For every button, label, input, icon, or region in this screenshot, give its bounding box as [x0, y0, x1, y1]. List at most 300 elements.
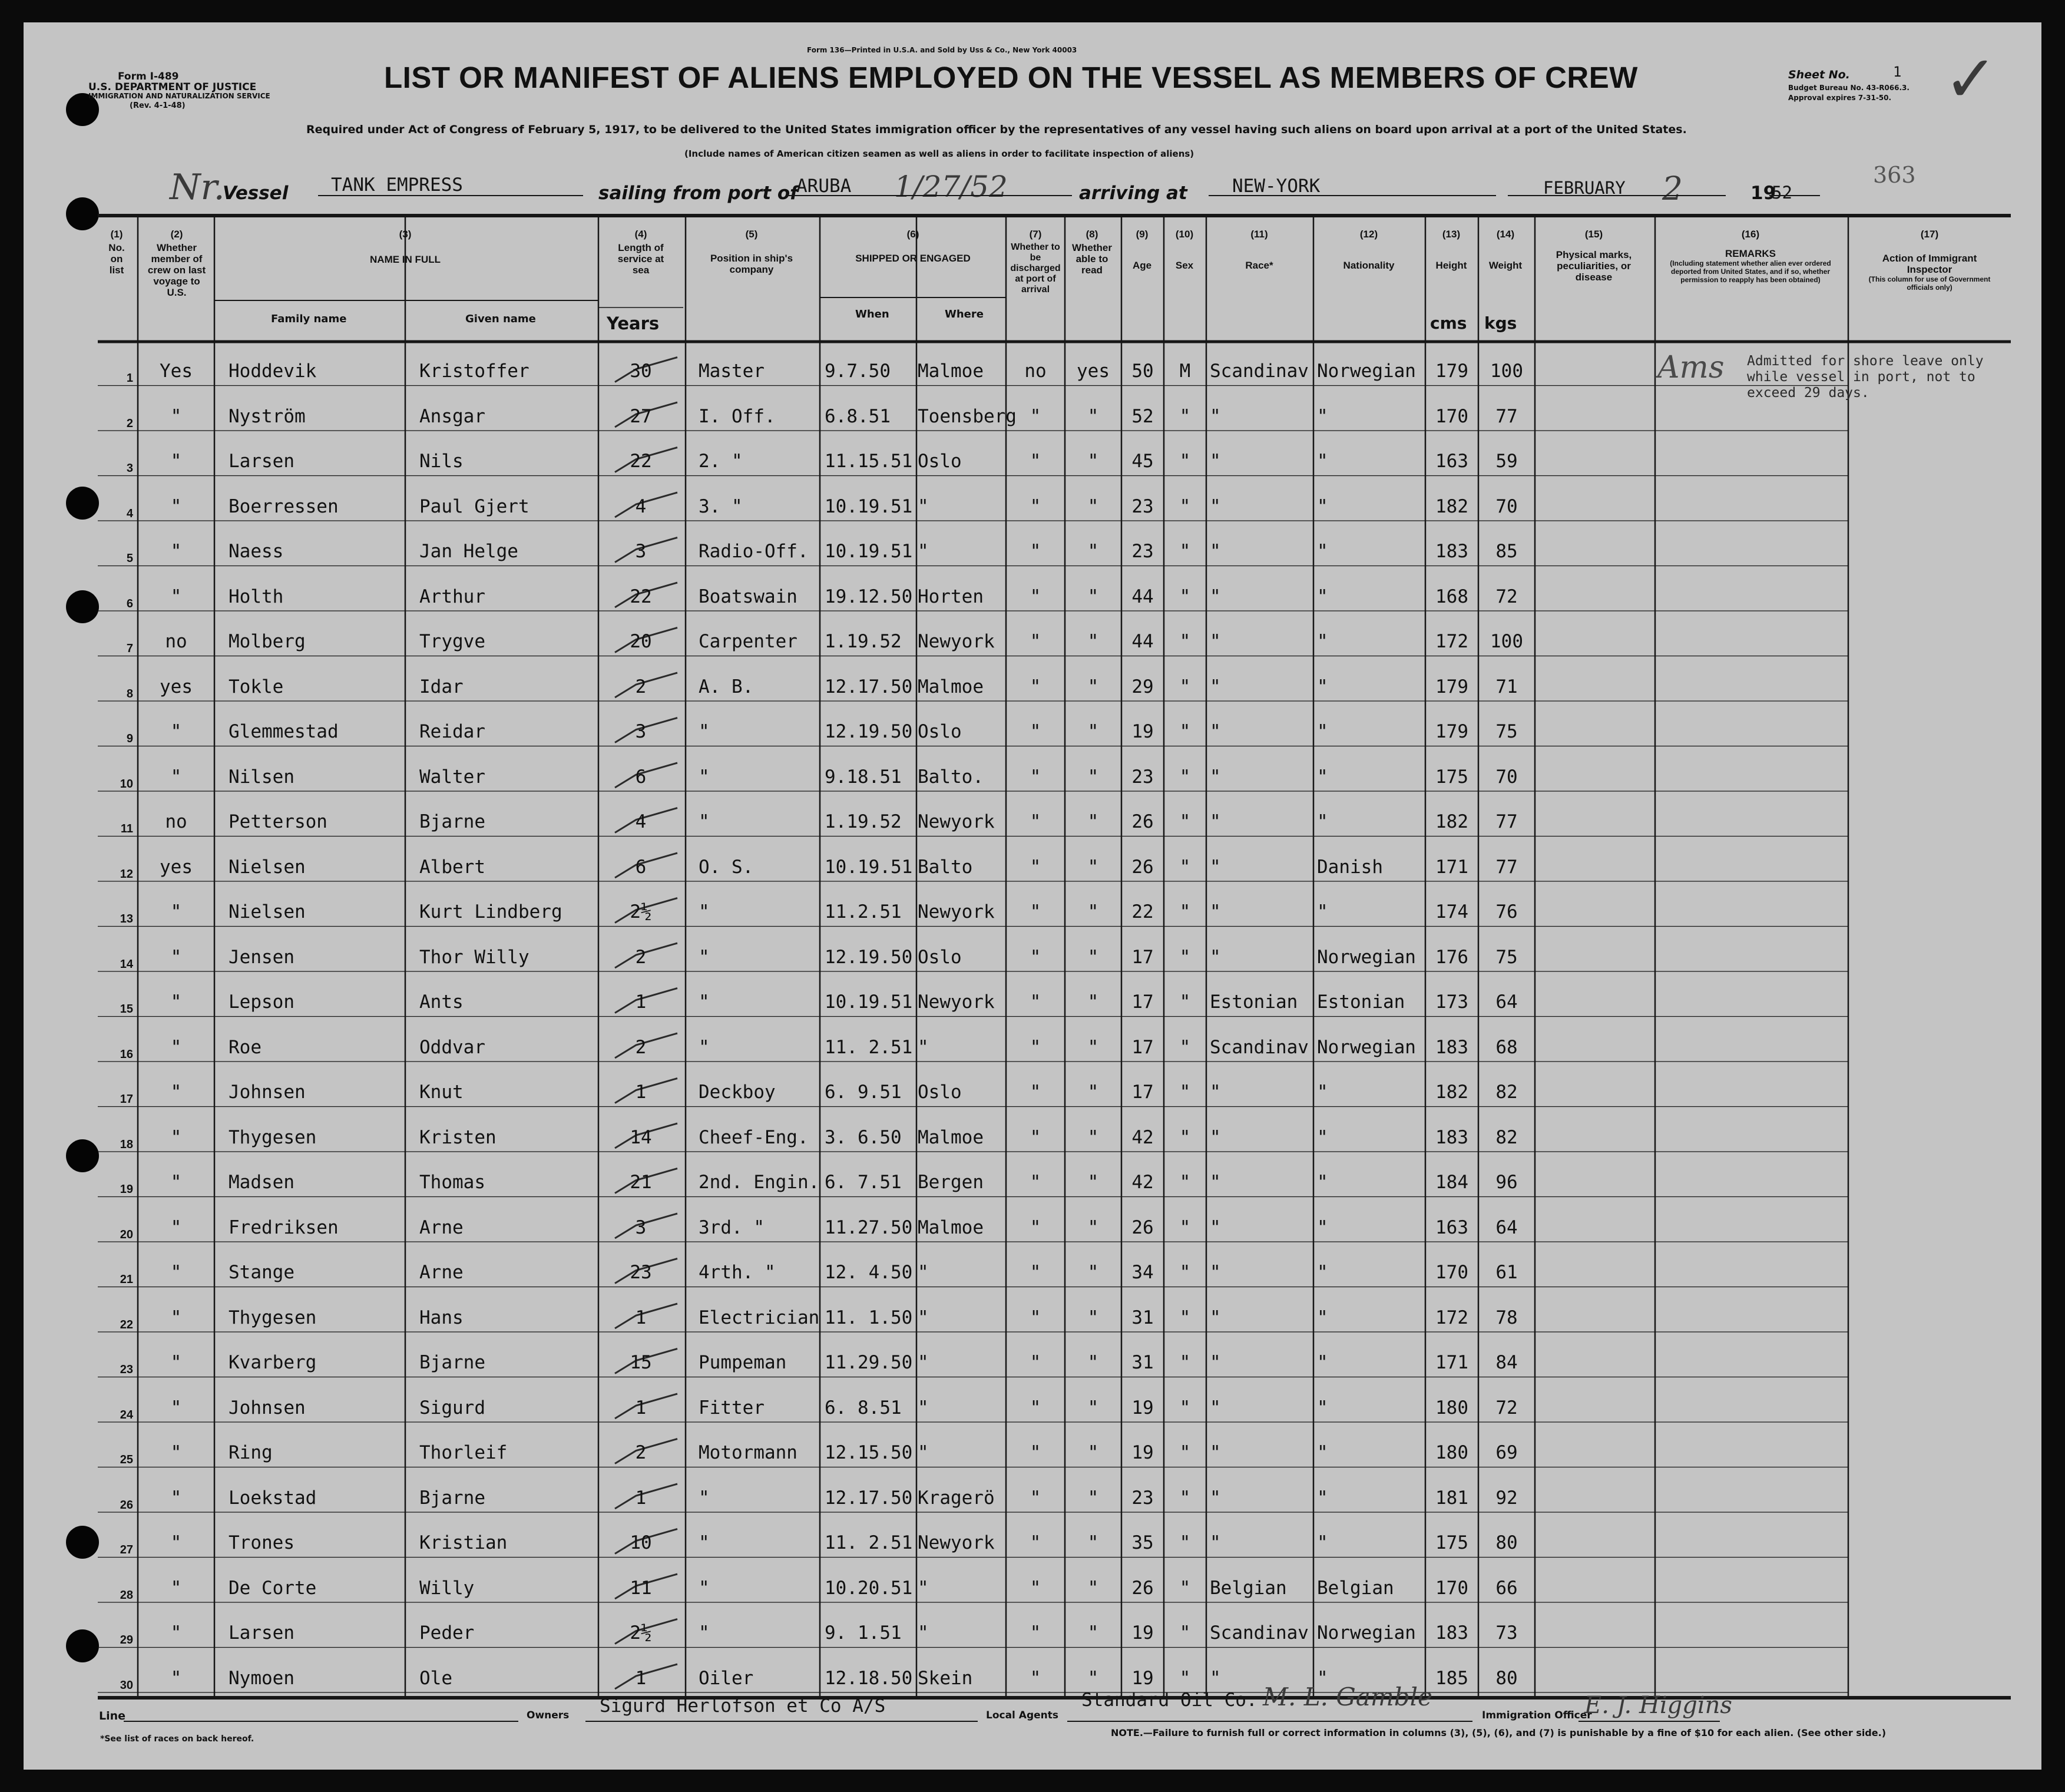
- cell-when: 11.15.51: [825, 451, 913, 472]
- cell-read: ": [1087, 1532, 1099, 1553]
- cell-disch: no: [1024, 361, 1047, 382]
- cell-read: ": [1087, 541, 1099, 562]
- cell-sex: M: [1179, 361, 1191, 382]
- cell-given: Ansgar: [419, 405, 485, 427]
- col-header-weight: [1478, 229, 1533, 271]
- row-number: 12: [120, 867, 133, 881]
- cell-given: Kurt Lindberg: [419, 901, 562, 923]
- cell-read: ": [1087, 1487, 1099, 1509]
- cell-position: Master: [699, 361, 765, 382]
- cell-read: ": [1087, 1442, 1099, 1463]
- col-label: Nationality: [1343, 260, 1395, 271]
- col-note: (Including statement whether alien ever ordered deported from United States, and if so, whether permission to reapply has been obtained): [1670, 259, 1831, 284]
- cell-height: 179: [1435, 361, 1468, 382]
- cell-given: Albert: [419, 856, 485, 878]
- col-number: (4): [634, 229, 647, 240]
- col-header-age: [1121, 229, 1163, 271]
- cell-nat: ": [1317, 405, 1328, 427]
- cell-years: 22: [630, 451, 652, 472]
- cell-disch: ": [1030, 1577, 1041, 1599]
- cell-height: 183: [1435, 1622, 1468, 1644]
- cell-years: 2½: [630, 901, 652, 923]
- sailing-label: sailing from port of: [598, 183, 798, 204]
- cell-where: ": [918, 1577, 929, 1599]
- row-number: 24: [120, 1408, 133, 1421]
- cell-position: Pumpeman: [699, 1352, 787, 1373]
- cell-when: 11.29.50: [825, 1352, 913, 1373]
- cell-race: ": [1210, 901, 1221, 923]
- cell-age: 23: [1131, 541, 1154, 562]
- row-number: 22: [120, 1318, 133, 1331]
- cell-given: Sigurd: [419, 1397, 485, 1419]
- cell-race: Scandinav: [1210, 1622, 1309, 1644]
- cell-position: Oiler: [699, 1667, 754, 1689]
- cell-weight: 66: [1495, 1577, 1518, 1599]
- port-of-arrival: NEW-YORK: [1232, 176, 1321, 197]
- cell-position: ": [699, 811, 710, 832]
- cell-race: ": [1210, 946, 1221, 968]
- cell-race: ": [1210, 1307, 1221, 1328]
- cell-read: ": [1087, 1036, 1099, 1058]
- cell-age: 29: [1131, 676, 1154, 697]
- cell-sex: ": [1179, 1262, 1191, 1283]
- cell-sex: ": [1179, 495, 1191, 517]
- vessel-label: Vessel: [223, 183, 289, 204]
- cell-family: Petterson: [229, 811, 327, 832]
- row-number: 2: [126, 416, 133, 430]
- col-header-discharged: [1007, 229, 1064, 295]
- cell-read: ": [1087, 586, 1099, 607]
- cell-position: Motormann: [699, 1442, 797, 1463]
- cell-where: Oslo: [918, 946, 962, 968]
- col-label: Height: [1435, 260, 1467, 271]
- cell-race: ": [1210, 1532, 1221, 1553]
- stamp-number: 363: [1873, 162, 1916, 188]
- cell-when: 6. 7.51: [825, 1172, 902, 1193]
- cell-height: 180: [1435, 1397, 1468, 1419]
- cell-family: Roe: [229, 1036, 262, 1058]
- cell-disch: ": [1030, 1442, 1041, 1463]
- revision-line: (Rev. 4-1-48): [130, 101, 186, 110]
- cell-read: ": [1087, 811, 1099, 832]
- cell-position: O. S.: [699, 856, 754, 878]
- cell-where: Balto: [918, 856, 973, 878]
- cell-prev: ": [170, 721, 182, 742]
- penalty-note: NOTE.—Failure to furnish full or correct information in columns (3), (5), (6), and (7) is punishable by a fine of $10 for each alien. (See other side.): [1111, 1727, 1886, 1738]
- cell-years: 1: [635, 1487, 647, 1509]
- department-line: U.S. DEPARTMENT OF JUSTICE: [88, 81, 257, 93]
- cell-disch: ": [1030, 1397, 1041, 1419]
- row-number: 27: [120, 1543, 133, 1556]
- cell-height: 181: [1435, 1487, 1468, 1509]
- cell-weight: 70: [1495, 766, 1518, 788]
- cell-where: Malmoe: [918, 361, 984, 382]
- cell-nat: ": [1317, 1442, 1328, 1463]
- cell-position: Electrician: [699, 1307, 820, 1328]
- cell-prev: yes: [160, 676, 193, 697]
- cell-nat: ": [1317, 1352, 1328, 1373]
- cell-height: 175: [1435, 766, 1468, 788]
- sub-header-given: Given name: [465, 313, 536, 325]
- cell-prev: ": [170, 1082, 182, 1103]
- cell-when: 11.27.50: [825, 1216, 913, 1238]
- cell-prev: ": [170, 1036, 182, 1058]
- cell-family: Glemmestad: [229, 721, 339, 742]
- cell-disch: ": [1030, 946, 1041, 968]
- cell-position: 2nd. Engin.: [699, 1172, 820, 1193]
- cell-age: 34: [1131, 1262, 1154, 1283]
- year-suffix: 52: [1772, 183, 1792, 203]
- cell-prev: ": [170, 1307, 182, 1328]
- cell-nat: ": [1317, 1487, 1328, 1509]
- cell-family: Thygesen: [229, 1307, 317, 1328]
- cell-position: ": [699, 766, 710, 788]
- cell-family: Nymoen: [229, 1667, 294, 1689]
- cell-sex: ": [1179, 676, 1191, 697]
- row-number: 30: [120, 1678, 133, 1692]
- cell-position: ": [699, 1622, 710, 1644]
- cell-nat: ": [1317, 676, 1328, 697]
- cell-nat: ": [1317, 1262, 1328, 1283]
- cell-weight: 84: [1495, 1352, 1518, 1373]
- col-number: (1): [110, 229, 123, 240]
- cell-nat: ": [1317, 811, 1328, 832]
- cell-height: 175: [1435, 1532, 1468, 1553]
- cell-weight: 80: [1495, 1532, 1518, 1553]
- cell-given: Arthur: [419, 586, 485, 607]
- cell-height: 182: [1435, 1082, 1468, 1103]
- col-header-position: [686, 229, 818, 275]
- cell-when: 12. 4.50: [825, 1262, 913, 1283]
- printer-line: Form 136—Printed in U.S.A. and Sold by Uss & Co., New York 40003: [807, 46, 1077, 54]
- cell-when: 11. 2.51: [825, 1036, 913, 1058]
- row-number: 6: [126, 597, 133, 610]
- cell-family: Naess: [229, 541, 284, 562]
- col-number: (8): [1086, 229, 1098, 240]
- cell-height: 171: [1435, 856, 1468, 878]
- cell-weight: 75: [1495, 721, 1518, 742]
- col-number: (16): [1741, 229, 1760, 240]
- cell-race: ": [1210, 1397, 1221, 1419]
- cell-read: ": [1087, 1262, 1099, 1283]
- cell-disch: ": [1030, 405, 1041, 427]
- cell-when: 9.18.51: [825, 766, 902, 788]
- cell-age: 26: [1131, 1577, 1154, 1599]
- cell-when: 10.19.51: [825, 541, 913, 562]
- cell-where: Oslo: [918, 451, 962, 472]
- col-number: (11): [1250, 229, 1268, 240]
- cell-sex: ": [1179, 1172, 1191, 1193]
- cell-disch: ": [1030, 495, 1041, 517]
- col-label: Weight: [1488, 260, 1523, 271]
- cell-nat: Norwegian: [1317, 1036, 1416, 1058]
- cell-disch: ": [1030, 631, 1041, 652]
- required-line: Required under Act of Congress of February 5, 1917, to be delivered to the United States immigration officer by the representatives of any vessel having such aliens on board upon arrival at a port of the United States.: [306, 123, 1687, 136]
- cell-given: Bjarne: [419, 1352, 485, 1373]
- cell-years: 4: [635, 495, 647, 517]
- row-number: 14: [120, 957, 133, 971]
- cell-prev: ": [170, 495, 182, 517]
- cell-height: 163: [1435, 451, 1468, 472]
- cell-when: 3. 6.50: [825, 1126, 902, 1148]
- cell-prev: no: [165, 631, 187, 652]
- cell-disch: ": [1030, 541, 1041, 562]
- cell-nat: Danish: [1317, 856, 1383, 878]
- cell-prev: ": [170, 901, 182, 923]
- cell-position: I. Off.: [699, 405, 776, 427]
- cell-where: Oslo: [918, 1082, 962, 1103]
- cell-age: 26: [1131, 811, 1154, 832]
- col-label: SHIPPED OR ENGAGED: [855, 253, 971, 264]
- cell-when: 12.15.50: [825, 1442, 913, 1463]
- service-line: IMMIGRATION AND NATURALIZATION SERVICE: [88, 92, 270, 100]
- cell-read: ": [1087, 1172, 1099, 1193]
- cell-sex: ": [1179, 991, 1191, 1013]
- cell-where: ": [918, 1307, 929, 1328]
- cell-years: 10: [630, 1532, 652, 1553]
- cell-nat: ": [1317, 451, 1328, 472]
- sub-header-family: Family name: [271, 313, 347, 325]
- cell-nat: ": [1317, 586, 1328, 607]
- cell-where: Malmoe: [918, 1126, 984, 1148]
- cell-position: 3rd. ": [699, 1216, 765, 1238]
- cell-sex: ": [1179, 946, 1191, 968]
- cell-family: Lepson: [229, 991, 294, 1013]
- cell-weight: 82: [1495, 1126, 1518, 1148]
- col-header-race: [1206, 229, 1312, 271]
- col-header-sex: [1164, 229, 1205, 271]
- cell-position: ": [699, 991, 710, 1013]
- cell-sex: ": [1179, 1216, 1191, 1238]
- cell-years: 14: [630, 1126, 652, 1148]
- cell-position: ": [699, 1036, 710, 1058]
- cell-given: Kristian: [419, 1532, 508, 1553]
- cell-given: Willy: [419, 1577, 475, 1599]
- cell-disch: ": [1030, 766, 1041, 788]
- cell-position: A. B.: [699, 676, 754, 697]
- footer-officer-label: Immigration Officer: [1482, 1710, 1592, 1721]
- cell-read: ": [1087, 676, 1099, 697]
- cell-position: ": [699, 1577, 710, 1599]
- cell-years: 30: [630, 361, 652, 382]
- cell-nat: ": [1317, 766, 1328, 788]
- cell-race: ": [1210, 721, 1221, 742]
- col-number: (13): [1442, 229, 1461, 240]
- cell-weight: 96: [1495, 1172, 1518, 1193]
- cell-nat: ": [1317, 1216, 1328, 1238]
- cell-nat: ": [1317, 1307, 1328, 1328]
- cell-years: 23: [630, 1262, 652, 1283]
- cell-height: 182: [1435, 811, 1468, 832]
- cell-given: Bjarne: [419, 811, 485, 832]
- cell-race: ": [1210, 856, 1221, 878]
- cell-years: 2: [635, 676, 647, 697]
- col-number: (5): [745, 229, 758, 240]
- form-number: Form I-489: [118, 71, 179, 82]
- cell-read: ": [1087, 1622, 1099, 1644]
- row-number: 19: [120, 1183, 133, 1196]
- cell-given: Jan Helge: [419, 541, 518, 562]
- cell-read: ": [1087, 991, 1099, 1013]
- cell-weight: 61: [1495, 1262, 1518, 1283]
- cell-years: 21: [630, 1172, 652, 1193]
- cell-when: 9. 1.51: [825, 1622, 902, 1644]
- port-of-departure: ARUBA: [796, 176, 852, 197]
- col-header-previous-voyage: [141, 229, 212, 298]
- cell-when: 19.12.50: [825, 586, 913, 607]
- cell-nat: Norwegian: [1317, 1622, 1416, 1644]
- margin-note: Nr.: [170, 167, 225, 208]
- cell-height: 172: [1435, 1307, 1468, 1328]
- arriving-label: arriving at: [1079, 183, 1187, 204]
- cell-prev: ": [170, 405, 182, 427]
- include-line: (Include names of American citizen seamen as well as aliens in order to facilitate inspection of aliens): [684, 148, 1194, 159]
- cell-age: 19: [1131, 1622, 1154, 1644]
- cell-given: Arne: [419, 1262, 464, 1283]
- cell-race: ": [1210, 1172, 1221, 1193]
- cell-race: ": [1210, 405, 1221, 427]
- cell-family: Trones: [229, 1532, 294, 1553]
- cell-weight: 80: [1495, 1667, 1518, 1689]
- cell-years: 1: [635, 1397, 647, 1419]
- cell-position: 2. ": [699, 451, 743, 472]
- row-number: 15: [120, 1003, 133, 1016]
- cell-read: ": [1087, 1577, 1099, 1599]
- cell-family: Nilsen: [229, 766, 294, 788]
- cell-disch: ": [1030, 451, 1041, 472]
- col-number: (6): [906, 229, 919, 240]
- cell-prev: ": [170, 946, 182, 968]
- cell-prev: ": [170, 1667, 182, 1689]
- cell-disch: ": [1030, 901, 1041, 923]
- row-number: 11: [120, 822, 133, 835]
- service-unit: Years: [607, 313, 660, 333]
- cell-nat: Norwegian: [1317, 946, 1416, 968]
- col-number: (14): [1496, 229, 1515, 240]
- cell-position: ": [699, 1532, 710, 1553]
- cell-sex: ": [1179, 1532, 1191, 1553]
- col-number: (17): [1920, 229, 1939, 240]
- cell-family: Larsen: [229, 1622, 294, 1644]
- cell-race: ": [1210, 586, 1221, 607]
- cell-height: 171: [1435, 1352, 1468, 1373]
- cell-when: 12.19.50: [825, 946, 913, 968]
- col-note: (This column for use of Government officials only): [1868, 275, 1991, 292]
- row-number: 3: [126, 462, 133, 475]
- cell-where: Toensberg: [918, 405, 1017, 427]
- cell-weight: 59: [1495, 451, 1518, 472]
- cell-age: 23: [1131, 766, 1154, 788]
- cell-sex: ": [1179, 721, 1191, 742]
- cell-height: 183: [1435, 541, 1468, 562]
- cell-given: Reidar: [419, 721, 485, 742]
- year-prefix: 19: [1750, 183, 1776, 204]
- cell-given: Trygve: [419, 631, 485, 652]
- cell-sex: ": [1179, 541, 1191, 562]
- row-number: 21: [120, 1273, 133, 1286]
- cell-sex: ": [1179, 405, 1191, 427]
- cell-nat: ": [1317, 1667, 1328, 1689]
- row-number: 4: [126, 507, 133, 520]
- cell-family: Stange: [229, 1262, 294, 1283]
- cell-height: 185: [1435, 1667, 1468, 1689]
- cell-weight: 77: [1495, 811, 1518, 832]
- row-number: 9: [126, 732, 133, 745]
- cell-family: Molberg: [229, 631, 306, 652]
- cell-prev: ": [170, 1577, 182, 1599]
- cell-family: Hoddevik: [229, 361, 317, 382]
- col-label: NAME IN FULL: [370, 254, 441, 265]
- cell-disch: ": [1030, 1487, 1041, 1509]
- cell-weight: 78: [1495, 1307, 1518, 1328]
- col-label: No. on list: [108, 242, 125, 276]
- cell-years: 3: [635, 541, 647, 562]
- cell-read: yes: [1077, 361, 1110, 382]
- cell-read: ": [1087, 1307, 1099, 1328]
- cell-read: ": [1087, 451, 1099, 472]
- row-number: 20: [120, 1228, 133, 1241]
- remarks-typed: Admitted for shore leave only while vessel in port, not to exceed 29 days.: [1747, 353, 1984, 401]
- cell-prev: ": [170, 1397, 182, 1419]
- cell-when: 1.19.52: [825, 811, 902, 832]
- cell-years: 27: [630, 405, 652, 427]
- cell-height: 176: [1435, 946, 1468, 968]
- col-label: Length of service at sea: [617, 242, 664, 276]
- cell-race: ": [1210, 676, 1221, 697]
- cell-given: Thor Willy: [419, 946, 530, 968]
- cell-race: ": [1210, 766, 1221, 788]
- cell-weight: 85: [1495, 541, 1518, 562]
- cell-where: Bergen: [918, 1172, 984, 1193]
- cell-where: Malmoe: [918, 1216, 984, 1238]
- cell-when: 10.20.51: [825, 1577, 913, 1599]
- cell-read: ": [1087, 946, 1099, 968]
- cell-when: 9.7.50: [825, 361, 891, 382]
- cell-where: ": [918, 1352, 929, 1373]
- cell-age: 52: [1131, 405, 1154, 427]
- cell-weight: 77: [1495, 405, 1518, 427]
- cell-nat: ": [1317, 1126, 1328, 1148]
- cell-years: 22: [630, 586, 652, 607]
- cell-weight: 72: [1495, 586, 1518, 607]
- col-header-shipped: [820, 229, 1006, 264]
- cell-where: Newyork: [918, 631, 995, 652]
- cell-height: 174: [1435, 901, 1468, 923]
- cell-position: Deckboy: [699, 1082, 776, 1103]
- cell-years: 3: [635, 1216, 647, 1238]
- cell-prev: ": [170, 1352, 182, 1373]
- cell-disch: ": [1030, 586, 1041, 607]
- cell-age: 44: [1131, 586, 1154, 607]
- cell-when: 11.2.51: [825, 901, 902, 923]
- cell-read: ": [1087, 1126, 1099, 1148]
- cell-years: 2: [635, 1442, 647, 1463]
- cell-read: ": [1087, 856, 1099, 878]
- cell-weight: 69: [1495, 1442, 1518, 1463]
- sail-date: 1/27/52: [894, 170, 1008, 204]
- cell-height: 179: [1435, 721, 1468, 742]
- cell-nat: ": [1317, 541, 1328, 562]
- cell-where: Newyork: [918, 901, 995, 923]
- cell-race: ": [1210, 495, 1221, 517]
- cell-years: 1: [635, 991, 647, 1013]
- cell-sex: ": [1179, 1577, 1191, 1599]
- cell-height: 168: [1435, 586, 1468, 607]
- cell-disch: ": [1030, 1216, 1041, 1238]
- row-number: 10: [120, 777, 133, 791]
- officer-signature: E. J. Higgins: [1584, 1692, 1732, 1719]
- cell-family: Johnsen: [229, 1082, 306, 1103]
